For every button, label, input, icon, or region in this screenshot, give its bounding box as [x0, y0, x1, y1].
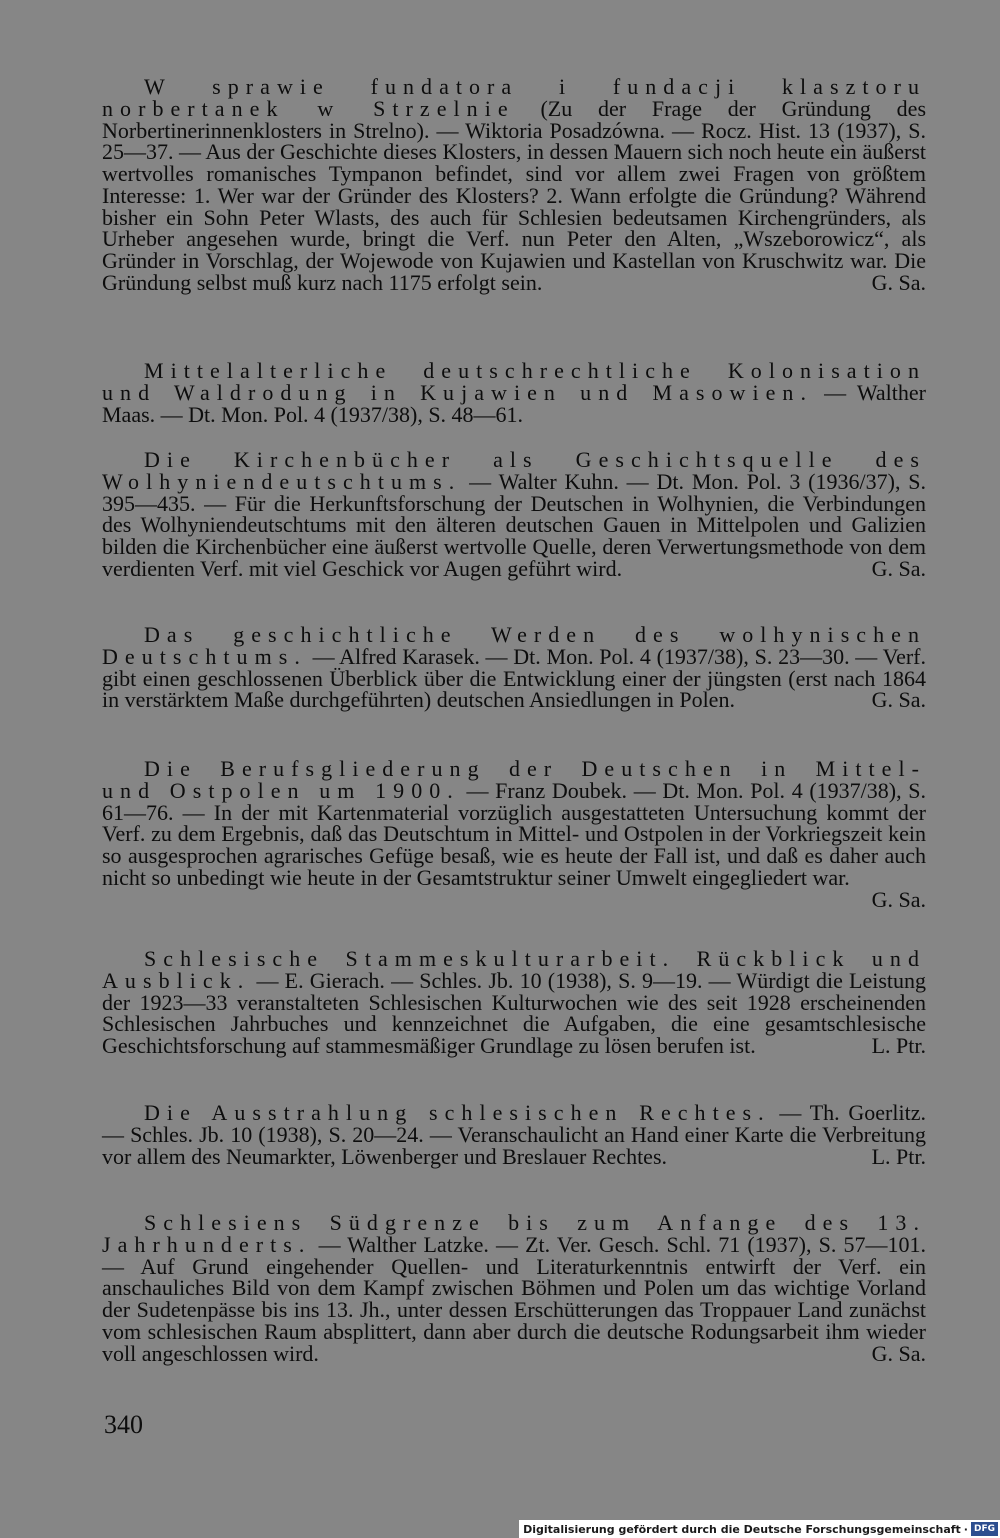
- entry-title: Schlesische Stammeskulturarbeit. Rückblick und Ausblick.: [102, 946, 926, 993]
- entry-body: — Walther Latzke. — Zt. Ver. Gesch. Schl. 71 (1937), S. 57—101. — Auf Grund eingehender Quellen- und Literaturkenntnis entwirft der Verf. ein anschauliches Bild von dem Kampf zwischen Böhmen und Polen um das wichtige Vorland der Sudetenpässe bis ins 13. Jh., unter dessen Erschütterungen das Troppauer Land zunächst vom schlesischen Raum absplittert, dann aber durch die deutsche Rodungsarbeit ihm wieder voll angeschlossen wird.: [102, 1231, 926, 1366]
- entry-signature: L. Ptr.: [871, 1143, 926, 1169]
- entry-body: — Th. Goerlitz. — Schles. Jb. 10 (1938), S. 20—24. — Veranschaulicht an Hand einer Karte die Verbreitung vor allem des Neumarkter, Löwenberger und Breslauer Rechtes.: [102, 1100, 926, 1169]
- entry-signature: G. Sa.: [871, 886, 926, 912]
- entry-title: Die Kirchenbücher als Geschichtsquelle des Wolhyniendeutschtums.: [102, 447, 926, 494]
- entry-signature: G. Sa.: [871, 1340, 926, 1366]
- entry-title: Die Berufsgliederung der Deutschen in Mittel- und Ostpolen um 1900.: [102, 756, 926, 803]
- entry-body: — Franz Doubek. — Dt. Mon. Pol. 4 (1937/38), S. 61—76. — In der mit Kartenmaterial vorzüglich ausgestatteten Untersuchung kommt der Verf. zu dem Ergebnis, daß das Deutschtum in Mittel- und Ostpolen in der Vorkriegszeit kein so ausgesprochen agrarisches Gefüge besaß, wie es heute der Fall ist, und daß es daher auch nicht so unbedingt wie heute in der Gesamtstruktur seiner Umwelt eingegliedert war.: [102, 777, 926, 890]
- entry-paragraph: [102, 449, 926, 580]
- entry-body: — Walther Maas. — Dt. Mon. Pol. 4 (1937/38), S. 48—61.: [102, 379, 927, 427]
- bibliography-entry: [102, 360, 926, 425]
- entry-title: Mittelalterliche deutschrechtliche Kolonisation und Waldrodung in Kujawien und Masowien.: [102, 358, 926, 405]
- page-number: 340: [104, 1410, 143, 1439]
- bibliography-entry: [102, 1102, 926, 1167]
- entry-title: Die Ausstrahlung schlesischen Rechtes.: [144, 1100, 771, 1125]
- entry-paragraph: [102, 76, 926, 294]
- entry-signature: G. Sa.: [871, 269, 926, 295]
- footer-separator: ·: [963, 1522, 968, 1536]
- entry-paragraph: [102, 1212, 926, 1364]
- entry-body: — Walter Kuhn. — Dt. Mon. Pol. 3 (1936/37), S. 395—435. — Für die Herkunftsforschung der Deutschen in Wolhynien, die Verbindungen des Wolhyniendeutschtums mit den älteren deutschen Gauen in Mittelpolen und Galizien bilden die Kirchenbücher eine äußerst wertvolle Quelle, deren Verwertungsmethode von dem verdienten Verf. mit viel Geschick vor Augen geführt wird.: [102, 468, 926, 581]
- digitization-footer: [519, 1520, 1000, 1538]
- bibliography-entry: [102, 624, 926, 711]
- entry-title: Schlesiens Südgrenze bis zum Anfange des 13. Jahrhunderts.: [102, 1210, 926, 1257]
- bibliography-entry: [102, 758, 926, 910]
- entry-paragraph: [102, 948, 926, 1057]
- entry-body: — Alfred Karasek. — Dt. Mon. Pol. 4 (1937/38), S. 23—30. — Verf. gibt einen geschlossenen Überblick über die Entwicklung einer der jüngsten (erst nach 1864 in verstärktem Maße durchgeführten) deutschen Ansiedlungen in Polen.: [102, 643, 926, 713]
- entry-paragraph: [102, 756, 926, 912]
- footer-text: Digitalisierung gefördert durch die Deutsche Forschungsgemeinschaft: [523, 1522, 961, 1536]
- entry-paragraph: [102, 1102, 926, 1167]
- bibliography-entry: [102, 948, 926, 1057]
- entry-signature: G. Sa.: [871, 555, 926, 581]
- entry-paragraph: [102, 360, 926, 425]
- bibliography-entry: [102, 76, 926, 294]
- entry-title: W sprawie fundatora i fundacji klasztoru norbertanek w Strzelnie: [102, 74, 926, 121]
- entry-paragraph: [102, 624, 926, 711]
- bibliography-entry: [102, 1212, 926, 1364]
- entry-signature: L. Ptr.: [871, 1033, 926, 1058]
- bibliography-entry: [102, 449, 926, 580]
- dfg-logo: DFG: [971, 1522, 998, 1536]
- entry-signature: G. Sa.: [871, 687, 926, 713]
- entry-body: — E. Gierach. — Schles. Jb. 10 (1938), S. 9—19. — Würdigt die Leistung der 1923—33 veranstalteten Schlesischen Kulturwochen wie des seit 1928 erscheinenden Schlesischen Jahrbuches und kennzeichnet die Aufgaben, die eine gesamtschlesische Geschichtsforschung auf stammesmäßiger Grundlage zu lösen berufen ist.: [102, 967, 926, 1058]
- entry-body: (Zu der Frage der Gründung des Norbertinerinnenklosters in Strelno). — Wiktoria Posadzówna. — Rocz. Hist. 13 (1937), S. 25—37. — Aus der Geschichte dieses Klosters, in dessen Mauern sich noch heute ein äußerst wertvolles romanisches Tympanon befindet, sind vor allem zwei Fragen von größtem Interesse: 1. Wer war der Gründer des Klosters? 2. Wann erfolgte die Gründung? Während bisher ein Sohn Peter Wlasts, des auch für Schlesien bedeutsamen Kirchengründers, als Urheber angesehen wurde, bringt die Verf. nun Peter den Alten, „Wszeborowicz“, als Gründer in Vorschlag, der Wojewode von Kujawien und Kastellan von Kruschwitz war. Die Gründung selbst muß kurz nach 1175 erfolgt sein.: [102, 95, 927, 295]
- entry-title: Das geschichtliche Werden des wolhynischen Deutschtums.: [102, 622, 926, 669]
